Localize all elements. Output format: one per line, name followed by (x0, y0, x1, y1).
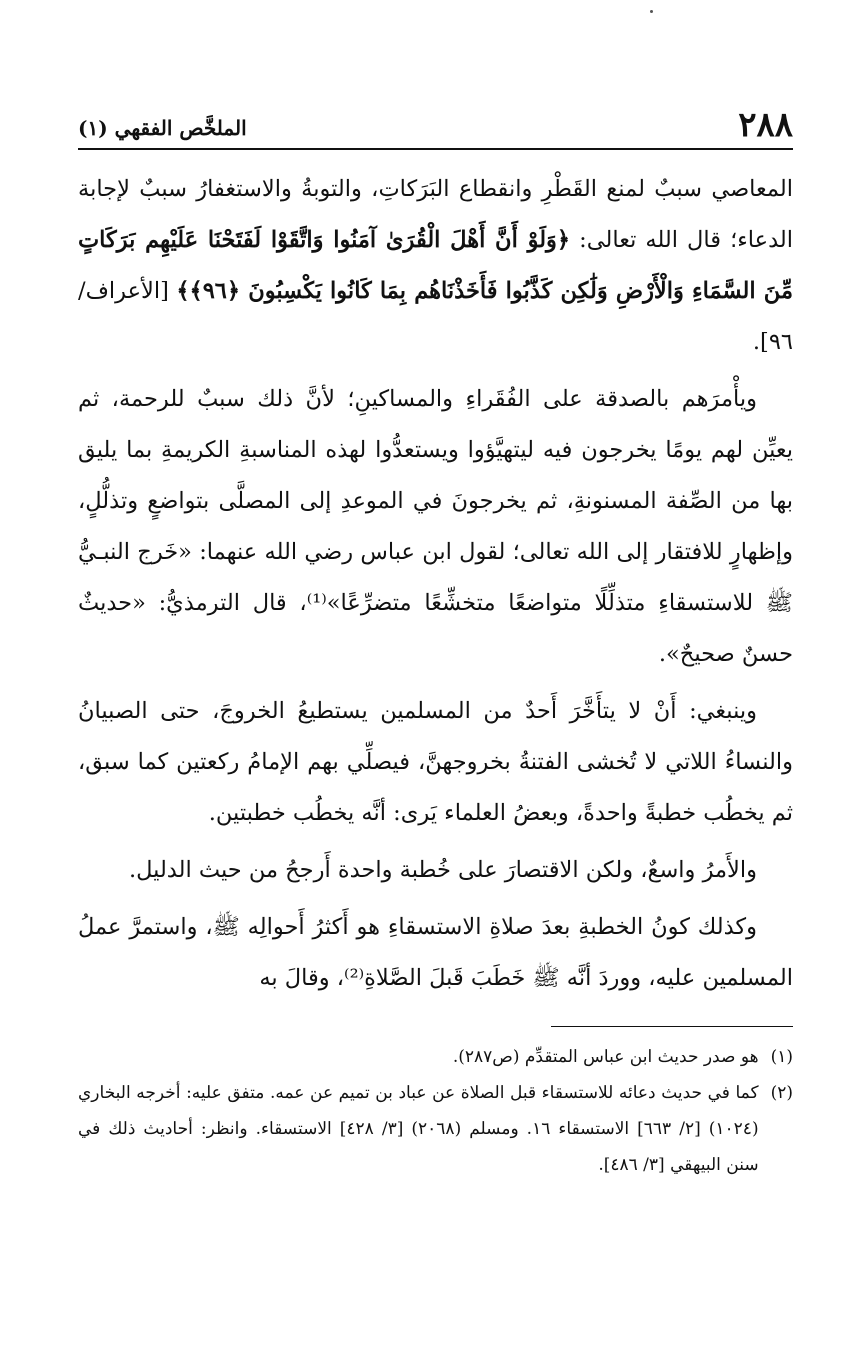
page-number: ٢٨٨ (738, 105, 793, 145)
document-page (78, 105, 794, 1183)
footnote-text: هو صدر حديث ابن عباس المتقدِّم (ص٢٨٧). (452, 1047, 759, 1067)
footnote-1 (78, 1039, 793, 1075)
paragraph-2: ويأْمرَهم بالصدقة على الفُقَراءِ والمساكينِ؛ لأنَّ ذلك سببٌ للرحمة، ثم يعيِّن لهم يومًا يخرجون فيه ليتهيَّؤوا ويستعدُّوا لهذه المناسبةِ الكريمةِ بما يليق بها من الصِّفة المسنونةِ، ثم يخرجونَ في الموعدِ إلى المصلَّى بتواضعٍ وتذلُّلٍ، وإظهارٍ للافتقار إلى الله تعالى؛ لقول ابن عباس رضي الله عنهما: «خَرج النبـيُّ ﷺ للاستسقاءِ متذلِّلًا متواضعًا متخشِّعًا متضرِّعًا»⁽¹⁾، قال الترمذيُّ: «حديثٌ حسنٌ صحيحٌ». (78, 386, 793, 667)
paragraph-1 (78, 164, 793, 368)
footnote-number: (٢) (770, 1083, 793, 1103)
paragraph-1-text: المعاصي سببٌ لمنع القَطْرِ وانقطاع البَرَكاتِ، والتوبةُ والاستغفارُ سببٌ لإجابة الدعاء؛ قال الله تعالى: (78, 176, 794, 253)
footnotes (78, 1039, 793, 1183)
running-header (78, 105, 793, 150)
footnote-text: كما في حديث دعائه للاستسقاء قبل الصلاة عن عباد بن تميم عن عمه. متفق عليه: أخرجه البخاري (١٠٢٤) [٢/ ٦٦٣] الاستسقاء ١٦. ومسلم (٢٠٦٨) [٣/ ٤٢٨] الاستسقاء. وانظر: أحاديث ذلك في سنن البيهقي [٣/ ٤٨٦]. (78, 1083, 759, 1175)
footnote-number: (١) (770, 1047, 793, 1067)
quran-verse: ﴿وَلَوْ أَنَّ أَهْلَ الْقُرَىٰ آمَنُوا وَاتَّقَوْا لَفَتَحْنَا عَلَيْهِم بَرَكَاتٍ مِّنَ السَّمَاءِ وَالْأَرْضِ وَلَٰكِن كَذَّبُوا فَأَخَذْنَاهُم بِمَا كَانُوا يَكْسِبُونَ ﴿٩٦﴾﴾ (78, 227, 793, 304)
paragraph-4: والأَمرُ واسعٌ، ولكن الاقتصارَ على خُطبة واحدة أَرجحُ من حيث الدليل. (128, 857, 757, 883)
scan-speck (650, 10, 653, 13)
paragraph-3: وينبغي: أَنْ لا يتأَخَّرَ أَحدٌ من المسلمين يستطيعُ الخروجَ، حتى الصبيانُ والنساءُ اللاتي لا تُخشى الفتنةُ بخروجهنَّ، فيصلِّي بهم الإمامُ ركعتين كما سبق، ثم يخطُب خطبةً واحدةً، وبعضُ العلماء يَرى: أنَّه يخطُب خطبتين. (78, 698, 793, 826)
footnote-2 (78, 1075, 793, 1183)
verse-reference: [الأعراف/ ٩٦]. (78, 278, 793, 355)
footnote-separator (551, 1026, 793, 1027)
main-text (78, 164, 793, 1004)
paragraph-5: وكذلك كونُ الخطبةِ بعدَ صلاةِ الاستسقاءِ هو أَكثرُ أَحوالِه ﷺ، واستمرَّ عملُ المسلمين عليه، ووردَ أنَّه ﷺ خَطَبَ قَبلَ الصَّلاةِ⁽²⁾، وقالَ به (78, 914, 793, 991)
book-title: الملخَّص الفقهي (١) (78, 116, 247, 140)
